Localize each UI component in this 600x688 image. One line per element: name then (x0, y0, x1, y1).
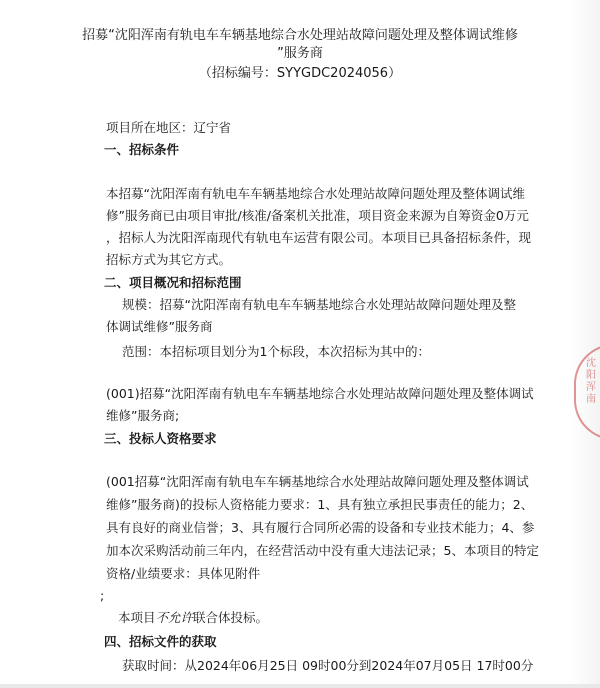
s3-line2: 维修”服务商)的投标人资格能力要求：1、具有独立承担民事责任的能力；2、 (106, 497, 534, 512)
s3-line1: (001招募“沈阳浑南有轨电车车辆基地综合水处理站故障问题处理及整体调试 (106, 474, 529, 489)
s1-line3: ，招标人为沈阳浑南现代有轨电车运营有限公司。本项目已具备招标条件，现 (106, 230, 532, 245)
section-1-heading: 一、招标条件 (104, 142, 180, 157)
s3-line4: 加本次采购活动前三年内，在经营活动中没有重大违法记录；5、本项目的特定 (106, 543, 539, 558)
s2-scale-line2: 体调试维修”服务商 (106, 319, 213, 334)
joint-bid-note (118, 610, 600, 626)
doc-title-line2: ”服务商 (277, 46, 323, 61)
s1-line2: 修”服务商已由项目审批/核准/备案机关批准，项目资金来源为自筹资金0万元 (106, 208, 529, 223)
s2-lot-line2: 维修”服务商; (106, 408, 180, 423)
s3-semicolon: ; (100, 588, 105, 603)
s2-lot-line1: (001)招募“沈阳浑南有轨电车车辆基地综合水处理站故障问题处理及整体调试 (106, 386, 534, 401)
section-2-heading: 二、项目概况和招标范围 (104, 275, 242, 290)
seal-text: 沈阳浑南 (586, 358, 596, 405)
joint-bid-text-a: 本项目 (118, 610, 156, 625)
s2-scope: 范围：本招标项目划分为1个标段，本次招标为其中的： (122, 344, 430, 359)
s3-line3: 具有良好的商业信誉；3、具有履行合同所必需的设备和专业技术能力；4、参 (106, 520, 535, 535)
tender-number: （招标编号：SYYGDC2024056） (198, 66, 402, 81)
s1-line1: 本招募“沈阳浑南有轨电车车辆基地综合水处理站故障问题处理及整体调试维 (106, 186, 525, 201)
section-4-heading: 四、招标文件的获取 (104, 634, 217, 649)
s1-line4: 招标方式为其它方式。 (106, 252, 232, 267)
project-region: 项目所在地区：辽宁省 (106, 120, 232, 135)
joint-bid-text-b: 联合体投标。 (193, 610, 269, 625)
joint-bid-emphasis: 不允许 (155, 610, 194, 625)
s3-line5: 资格/业绩要求：具体见附件 (106, 566, 261, 581)
section-3-heading: 三、投标人资格要求 (104, 431, 217, 446)
s2-scale-line1: 规模：招募“沈阳浑南有轨电车车辆基地综合水处理站故障问题处理及整 (122, 297, 516, 312)
s4-acquire-time: 获取时间：从2024年06月25日 09时00分到2024年07月05日 17时00分 (122, 658, 534, 673)
page-bottom-edge (0, 684, 600, 688)
doc-title-line1: 招募“沈阳浑南有轨电车车辆基地综合水处理站故障问题处理及整体调试维修 (82, 28, 518, 43)
